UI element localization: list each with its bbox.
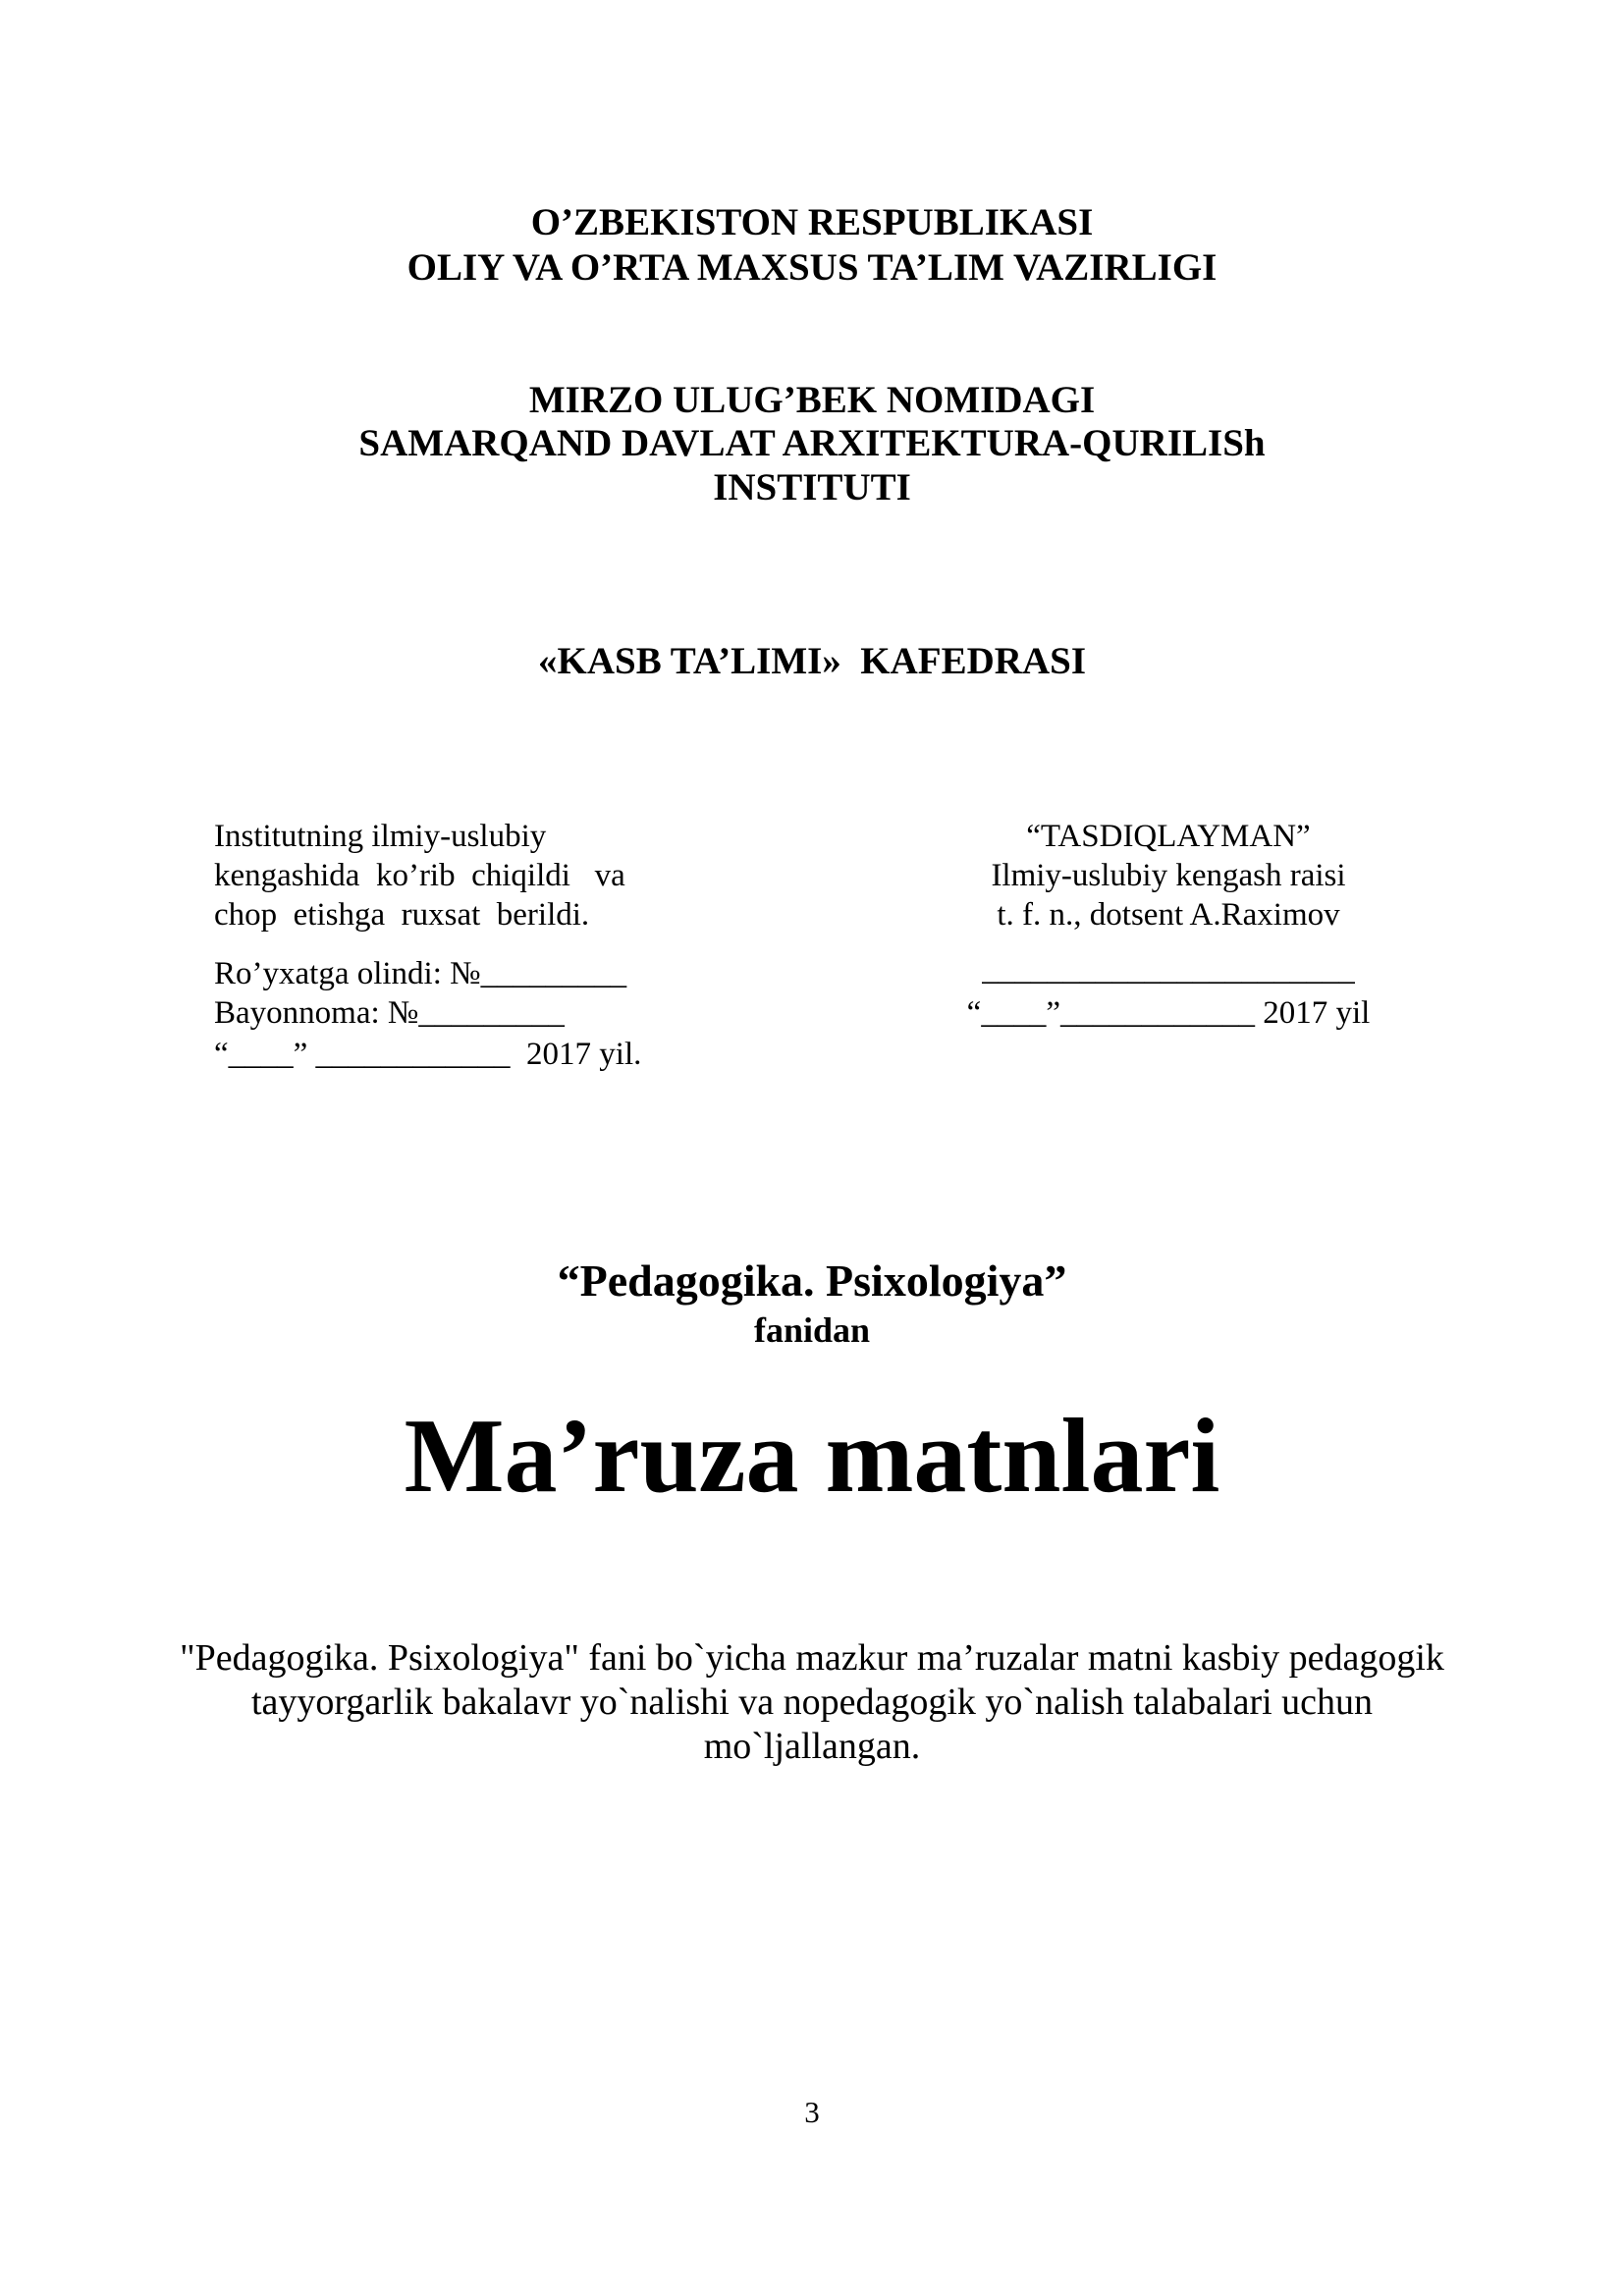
- approval-right-role: Ilmiy-uslubiy kengash raisi: [991, 858, 1346, 893]
- institute-line-1: MIRZO ULUG’BEK NOMIDAGI: [528, 379, 1096, 421]
- registry-number: Ro’yxatga olindi: №_________: [214, 956, 627, 991]
- department-title: «KASB TA’LIMI» KAFEDRASI: [538, 640, 1086, 682]
- ministry-line-2: OLIY VA O’RTA MAXSUS TA’LIM VAZIRLIGI: [406, 246, 1218, 289]
- protocol-number: Bayonnoma: №_________: [214, 995, 565, 1031]
- approval-left-line-1: Institutning ilmiy-uslubiy: [214, 819, 547, 854]
- approval-right-date: “____”____________ 2017 yil: [966, 995, 1371, 1031]
- subject-name: “Pedagogika. Psixologiya”: [557, 1255, 1067, 1306]
- description-line-3: mo`ljallangan.: [703, 1726, 921, 1767]
- institute-line-2: SAMARQAND DAVLAT ARXITEKTURA-QURILISh: [358, 422, 1266, 464]
- approval-left-line-3: chop etishga ruxsat berildi.: [214, 897, 590, 933]
- main-title: Ma’ruza matnlari: [404, 1398, 1220, 1515]
- approval-right-title: “TASDIQLAYMAN”: [1026, 819, 1311, 854]
- description-line-2: tayyorgarlik bakalavr yo`nalishi va nopedagogik yo`nalish talabalari uchun: [250, 1682, 1374, 1723]
- page-number: 3: [804, 2095, 820, 2129]
- institute-line-3: INSTITUTI: [713, 466, 911, 508]
- approval-left-date: “____” ____________ 2017 yil.: [214, 1037, 642, 1072]
- description-line-1: "Pedagogika. Psixologiya" fani bo`yicha mazkur ma’ruzalar matni kasbiy pedagogik: [180, 1637, 1444, 1679]
- approval-right-person: t. f. n., dotsent A.Raximov: [997, 897, 1340, 933]
- signature-line: _______________________: [982, 952, 1355, 988]
- ministry-line-1: O’ZBEKISTON RESPUBLIKASI: [530, 201, 1094, 243]
- subject-suffix: fanidan: [753, 1310, 871, 1350]
- approval-left-line-2: kengashida ko’rib chiqildi va: [214, 858, 625, 893]
